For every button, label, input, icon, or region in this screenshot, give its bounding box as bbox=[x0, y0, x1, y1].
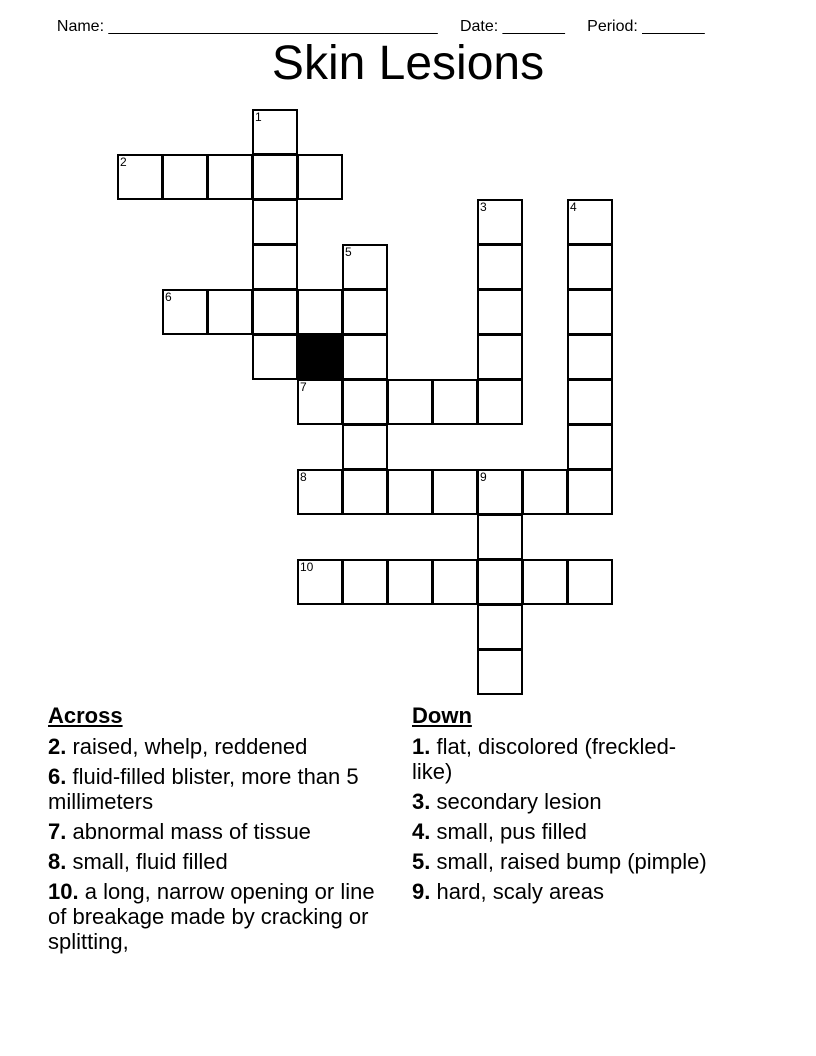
clue-number: 3 bbox=[480, 200, 487, 214]
grid-cell[interactable] bbox=[477, 604, 523, 650]
clue-down-1: 1. flat, discolored (freckled-like) bbox=[412, 734, 677, 784]
clue-number: 10 bbox=[300, 560, 314, 574]
grid-cell[interactable] bbox=[432, 469, 478, 515]
clue-across-6: 6. fluid-filled blister, more than 5 millimeters bbox=[48, 764, 359, 814]
black-cell bbox=[297, 334, 343, 380]
grid-cell[interactable] bbox=[477, 334, 523, 380]
clue-number: 2 bbox=[120, 155, 127, 169]
grid-cell[interactable] bbox=[252, 199, 298, 245]
across-heading: Across bbox=[48, 703, 123, 728]
grid-cell[interactable] bbox=[342, 244, 388, 290]
grid-cell[interactable] bbox=[342, 469, 388, 515]
grid-cell[interactable] bbox=[297, 559, 343, 605]
grid-cell[interactable] bbox=[477, 649, 523, 695]
date-field[interactable]: Date: _______ bbox=[459, 18, 565, 35]
grid-cell[interactable] bbox=[342, 334, 388, 380]
grid-cell[interactable] bbox=[252, 334, 298, 380]
clue-number: 5 bbox=[345, 245, 352, 259]
clue-number: 8 bbox=[300, 470, 307, 484]
down-clues bbox=[412, 702, 712, 909]
clue-down-3: 3. secondary lesion bbox=[412, 789, 602, 814]
grid-cell[interactable] bbox=[432, 559, 478, 605]
clue-across-10: 10. a long, narrow opening or line of breakage made by cracking or splitting, bbox=[48, 879, 375, 954]
clue-down-5: 5. small, raised bump (pimple) bbox=[412, 849, 707, 874]
clue-list bbox=[48, 734, 393, 954]
clue-list bbox=[412, 734, 712, 904]
grid-cell[interactable] bbox=[387, 559, 433, 605]
grid-cell[interactable] bbox=[567, 334, 613, 380]
clue-down-9: 9. hard, scaly areas bbox=[412, 879, 605, 904]
grid-cell[interactable] bbox=[252, 109, 298, 155]
grid-cell[interactable] bbox=[477, 469, 523, 515]
clue-across-7: 7. abnormal mass of tissue bbox=[48, 819, 311, 844]
grid-cell[interactable] bbox=[342, 424, 388, 470]
grid-cell[interactable] bbox=[567, 469, 613, 515]
grid-cell[interactable] bbox=[207, 289, 253, 335]
grid-cell[interactable] bbox=[567, 244, 613, 290]
grid-cell[interactable] bbox=[252, 289, 298, 335]
grid-cell[interactable] bbox=[567, 289, 613, 335]
grid-cell[interactable] bbox=[477, 244, 523, 290]
grid-cell[interactable] bbox=[342, 379, 388, 425]
grid-cell[interactable] bbox=[567, 379, 613, 425]
clue-across-8: 8. small, fluid filled bbox=[48, 849, 228, 874]
grid-cell[interactable] bbox=[162, 289, 208, 335]
grid-cell[interactable] bbox=[567, 199, 613, 245]
clue-number: 9 bbox=[480, 470, 487, 484]
clue-number: 4 bbox=[570, 200, 577, 214]
grid-cell[interactable] bbox=[567, 424, 613, 470]
grid-cell[interactable] bbox=[567, 559, 613, 605]
down-heading: Down bbox=[412, 703, 472, 728]
grid-cell[interactable] bbox=[297, 289, 343, 335]
clue-across-2: 2. raised, whelp, reddened bbox=[48, 734, 308, 759]
page-title: Skin Lesions bbox=[271, 37, 545, 90]
clue-number: 6 bbox=[165, 290, 172, 304]
grid-cell[interactable] bbox=[297, 379, 343, 425]
grid-cell[interactable] bbox=[297, 469, 343, 515]
grid-cell[interactable] bbox=[342, 289, 388, 335]
grid-cell[interactable] bbox=[522, 559, 568, 605]
grid-cell[interactable] bbox=[117, 154, 163, 200]
period-field[interactable]: Period: _______ bbox=[587, 18, 705, 35]
grid-cell[interactable] bbox=[387, 469, 433, 515]
grid-cell[interactable] bbox=[477, 199, 523, 245]
grid-cell[interactable] bbox=[432, 379, 478, 425]
grid-cell[interactable] bbox=[297, 154, 343, 200]
grid-cell[interactable] bbox=[477, 379, 523, 425]
clue-number: 7 bbox=[300, 380, 307, 394]
clue-number: 1 bbox=[255, 110, 262, 124]
grid-cell[interactable] bbox=[387, 379, 433, 425]
grid-cell[interactable] bbox=[162, 154, 208, 200]
grid-cell[interactable] bbox=[207, 154, 253, 200]
name-field[interactable]: Name: _____________________________________ bbox=[56, 18, 438, 35]
grid-cell[interactable] bbox=[252, 244, 298, 290]
grid-cell[interactable] bbox=[477, 514, 523, 560]
grid-cell[interactable] bbox=[252, 154, 298, 200]
grid-cell[interactable] bbox=[522, 469, 568, 515]
grid-cell[interactable] bbox=[477, 289, 523, 335]
across-clues bbox=[48, 702, 393, 959]
clue-down-4: 4. small, pus filled bbox=[412, 819, 587, 844]
grid-cell[interactable] bbox=[342, 559, 388, 605]
grid-cell[interactable] bbox=[477, 559, 523, 605]
